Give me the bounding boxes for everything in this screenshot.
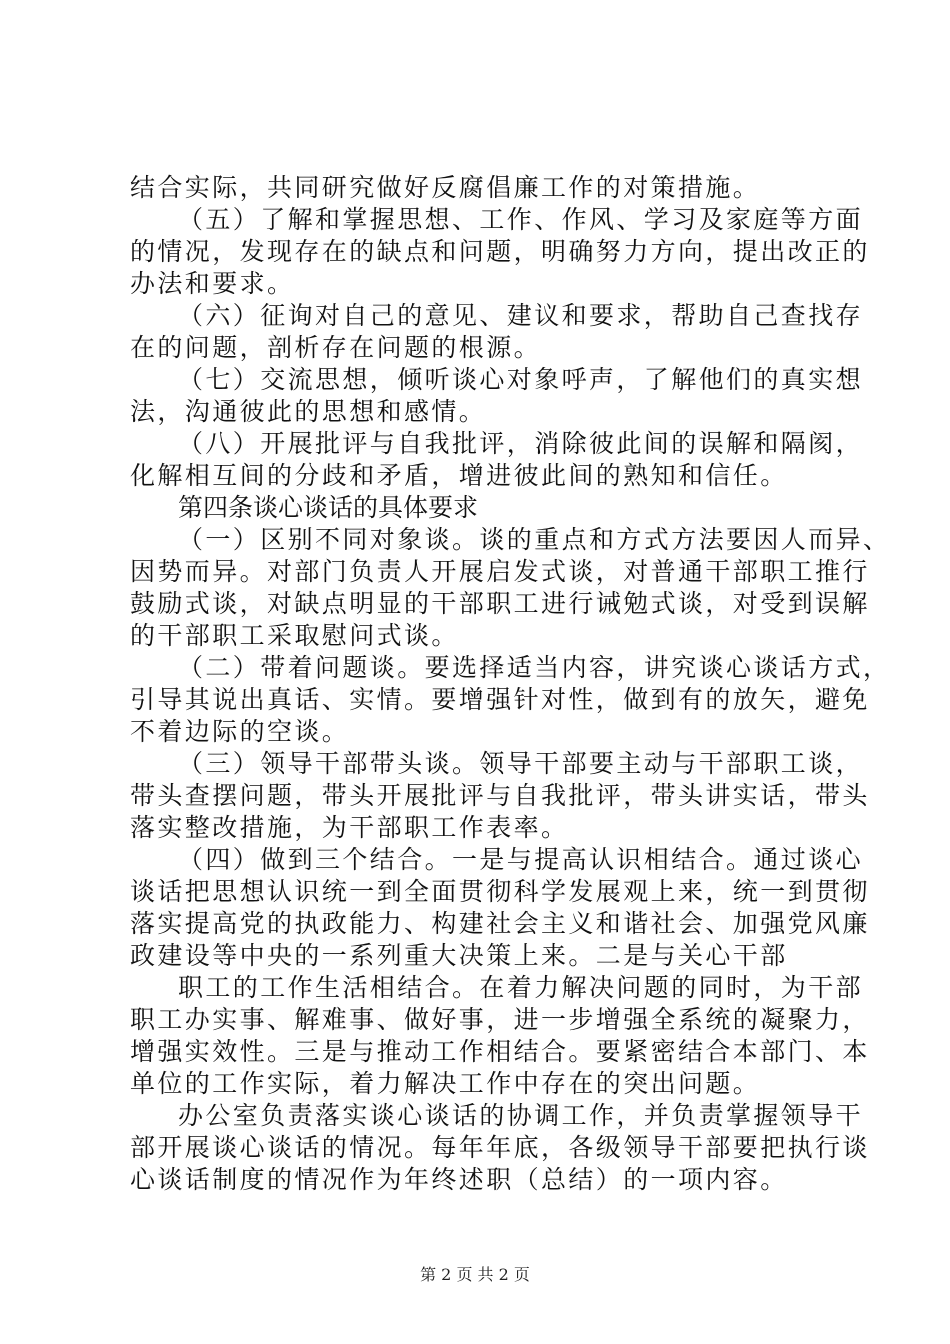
text-line: （二）带着问题谈。要选择适当内容，讲究谈心谈话方式， xyxy=(178,653,891,682)
text-line: 职工的工作生活相结合。在着力解决问题的同时，为干部 xyxy=(178,973,864,1002)
text-line: 落实整改措施，为干部职工作表率。 xyxy=(130,813,569,842)
text-line: 的干部职工采取慰问式谈。 xyxy=(130,621,459,650)
text-line: 办法和要求。 xyxy=(130,269,295,298)
text-line: 增强实效性。三是与推动工作相结合。要紧密结合本部门、本 xyxy=(130,1037,870,1066)
text-line: （五）了解和掌握思想、工作、作风、学习及家庭等方面 xyxy=(178,205,864,234)
text-line: 单位的工作实际，着力解决工作中存在的突出问题。 xyxy=(130,1069,761,1098)
text-line: （六）征询对自己的意见、建议和要求，帮助自己查找存 xyxy=(178,301,864,330)
text-line: 谈话把思想认识统一到全面贯彻科学发展观上来，统一到贯彻 xyxy=(130,877,870,906)
text-line: 法，沟通彼此的思想和感情。 xyxy=(130,397,487,426)
text-line: （八）开展批评与自我批评，消除彼此间的误解和隔阂， xyxy=(178,429,864,458)
text-line: 职工办实事、解难事、做好事，进一步增强全系统的凝聚力， xyxy=(130,1005,870,1034)
page-number-footer: 第 2 页 共 2 页 xyxy=(420,1265,530,1284)
text-line: （三）领导干部带头谈。领导干部要主动与干部职工谈， xyxy=(178,749,864,778)
text-line: 部开展谈心谈话的情况。每年年底，各级领导干部要把执行谈 xyxy=(130,1133,870,1162)
text-line: （一）区别不同对象谈。谈的重点和方式方法要因人而异、 xyxy=(178,525,891,554)
text-line: 心谈话制度的情况作为年终述职（总结）的一项内容。 xyxy=(130,1165,788,1194)
text-line: 因势而异。对部门负责人开展启发式谈，对普通干部职工推行 xyxy=(130,557,870,586)
section-heading: 第四条谈心谈话的具体要求 xyxy=(178,493,479,522)
text-line: （四）做到三个结合。一是与提高认识相结合。通过谈心 xyxy=(178,845,864,874)
text-line: 落实提高党的执政能力、构建社会主义和谐社会、加强党风廉 xyxy=(130,909,870,938)
text-line: 带头查摆问题，带头开展批评与自我批评，带头讲实话，带头 xyxy=(130,781,870,810)
text-line: 结合实际，共同研究做好反腐倡廉工作的对策措施。 xyxy=(130,173,761,202)
text-line: 不着边际的空谈。 xyxy=(130,717,350,746)
text-line: 办公室负责落实谈心谈话的协调工作，并负责掌握领导干 xyxy=(178,1101,864,1130)
text-line: 政建设等中央的一系列重大决策上来。二是与关心干部 xyxy=(130,941,788,970)
text-line: 在的问题，剖析存在问题的根源。 xyxy=(130,333,542,362)
text-line: 化解相互间的分歧和矛盾，增进彼此间的熟知和信任。 xyxy=(130,461,788,490)
text-line: 引导其说出真话、实情。要增强针对性，做到有的放矢，避免 xyxy=(130,685,870,714)
text-line: 的情况，发现存在的缺点和问题，明确努力方向，提出改正的 xyxy=(130,237,870,266)
text-line: （七）交流思想，倾听谈心对象呼声，了解他们的真实想 xyxy=(178,365,864,394)
text-line: 鼓励式谈，对缺点明显的干部职工进行诫勉式谈，对受到误解 xyxy=(130,589,870,618)
